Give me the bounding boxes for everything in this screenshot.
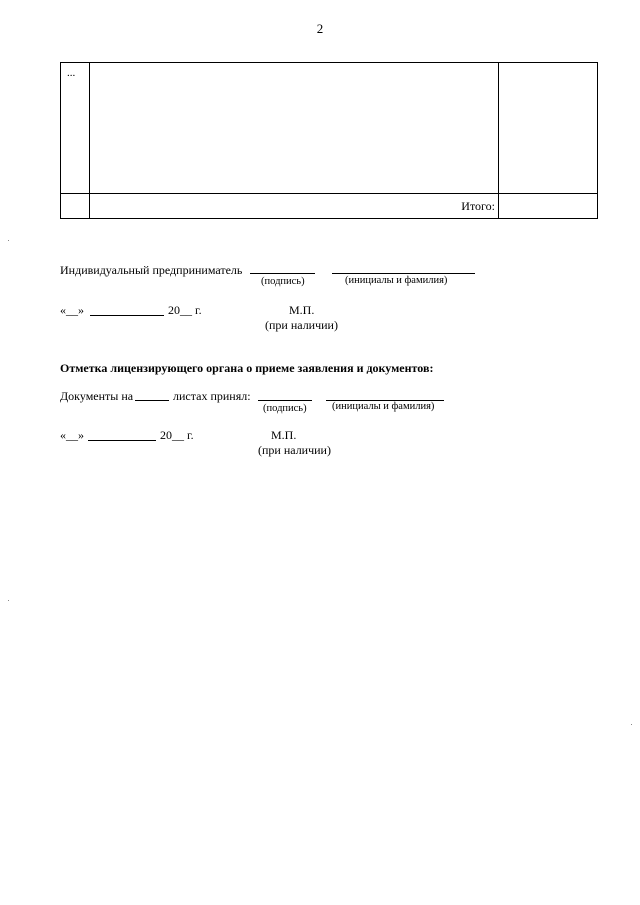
sheet-count-line xyxy=(135,400,169,401)
signature-line xyxy=(250,273,315,274)
total-label-cell xyxy=(90,194,499,219)
ellipsis-marker: ... xyxy=(67,67,76,79)
table-cell-index xyxy=(61,194,90,219)
table-cell-amount xyxy=(499,63,598,194)
stamp-note: (при наличии) xyxy=(265,318,338,332)
date-month-line xyxy=(90,315,164,316)
docs-prefix: Документы на xyxy=(60,389,134,403)
signature-caption: (подпись) xyxy=(261,276,305,287)
date-day: «__» xyxy=(60,428,84,442)
total-value-cell xyxy=(499,194,598,219)
table-row xyxy=(61,63,598,194)
licensing-heading: Отметка лицензирующего органа о приеме заявления и документов: xyxy=(60,361,434,375)
summary-table xyxy=(60,62,598,219)
signature-line xyxy=(258,400,312,401)
signature-caption: (подпись) xyxy=(263,403,307,414)
date-year: 20__ г. xyxy=(160,428,194,442)
scan-speck xyxy=(8,240,9,241)
stamp-note: (при наличии) xyxy=(258,443,331,457)
stamp-label: М.П. xyxy=(271,428,297,442)
total-label: Итого: xyxy=(461,199,495,213)
scan-speck xyxy=(8,600,9,601)
table-cell-index xyxy=(61,63,90,194)
date-month-line xyxy=(88,440,156,441)
name-line xyxy=(332,273,475,274)
date-day: «__» xyxy=(60,303,84,317)
docs-suffix: листах принял: xyxy=(173,389,251,403)
page-number: 2 xyxy=(316,21,324,36)
table-cell-content xyxy=(90,63,499,194)
stamp-label: М.П. xyxy=(289,303,315,317)
date-year: 20__ г. xyxy=(168,303,202,317)
table-total-row xyxy=(61,194,598,219)
applicant-label: Индивидуальный предприниматель xyxy=(60,263,243,277)
scan-speck xyxy=(631,724,632,725)
name-caption: (инициалы и фамилия) xyxy=(332,401,435,412)
name-caption: (инициалы и фамилия) xyxy=(345,275,448,286)
